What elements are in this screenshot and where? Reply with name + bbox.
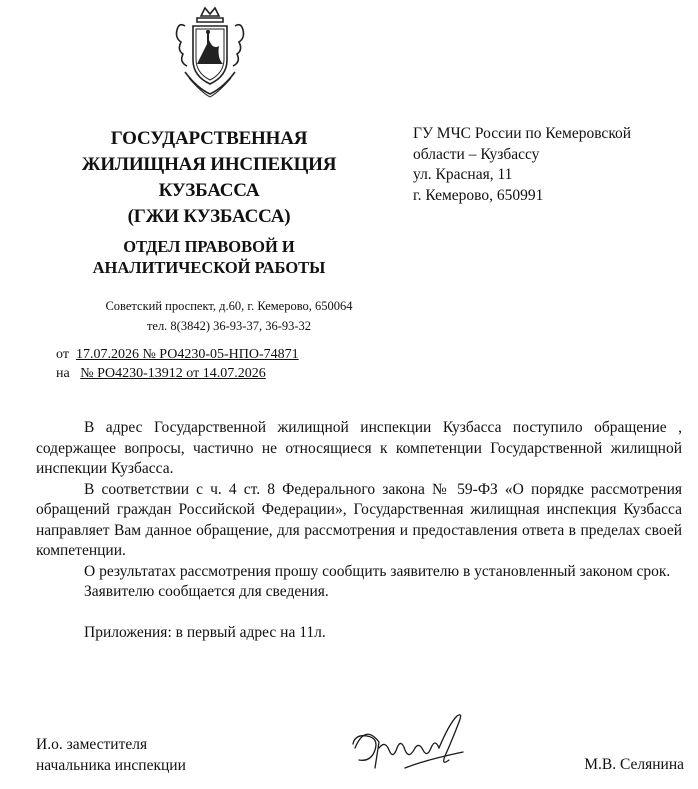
ref-from-value: 17.07.2026 № РО4230-05-НПО-74871 [75, 347, 299, 362]
ref-on-value: № РО4230-13912 от 14.07.2026 [80, 366, 266, 381]
addressee-block [413, 124, 698, 206]
body-paragraph: В адрес Государственной жилищной инспекции Кузбасса поступило обращение , содержащее вопросы, частично не относящиеся к компетенции Государственной жилищной инспекции Кузбасса. [36, 419, 682, 477]
addressee-line: ул. Красная, 11 [413, 166, 513, 183]
signatory-position [36, 735, 186, 776]
department-name [44, 236, 374, 278]
position-line: И.о. заместителя [36, 736, 148, 753]
body-paragraph: Заявителю сообщается для сведения. [84, 583, 329, 600]
dept-line: АНАЛИТИЧЕСКОЙ РАБОТЫ [92, 258, 326, 277]
attachments-line: Приложения: в первый адрес на 11л. [84, 623, 326, 641]
position-line: начальника инспекции [36, 756, 186, 774]
addressee-line: г. Кемерово, 650991 [413, 186, 544, 204]
body-paragraph: В соответствии с ч. 4 ст. 8 Федерального закона № 59-ФЗ «О порядке рассмотрения обращений граждан Российской Федерации», Государственная жилищная инспекция Кузбасса направляет Вам данное обращение, для рассмотрения и предоставления ответа в пределах своей компетенции. [36, 480, 682, 559]
org-contacts [44, 296, 414, 336]
org-line: ГОСУДАРСТВЕННАЯ [110, 128, 308, 149]
signatory-name: М.В. Селянина [584, 756, 684, 773]
org-line: КУЗБАССА [158, 180, 260, 201]
org-address: Советский проспект, д.60, г. Кемерово, 650064 [105, 299, 353, 313]
body-paragraph: О результатах рассмотрения прошу сообщить заявителю в установленный законом срок. [84, 562, 671, 580]
addressee-line: области – Кузбассу [413, 145, 540, 163]
organization-name [44, 126, 374, 230]
org-line: ЖИЛИЩНАЯ ИНСПЕКЦИЯ [81, 154, 337, 175]
addressee-line: ГУ МЧС России по Кемеровской [413, 125, 632, 142]
handwritten-signature-icon [345, 704, 475, 784]
coat-of-arms-icon [171, 2, 249, 100]
org-phone: тел. 8(3842) 36-93-37, 36-93-32 [146, 319, 312, 333]
incoming-reference [56, 365, 266, 383]
outgoing-reference [56, 346, 299, 364]
ref-from-prefix: от [56, 347, 69, 362]
ref-on-prefix: на [56, 366, 70, 381]
dept-line: ОТДЕЛ ПРАВОВОЙ И [123, 237, 295, 256]
org-line: (ГЖИ КУЗБАССА) [127, 206, 291, 227]
letter-body [36, 418, 682, 643]
